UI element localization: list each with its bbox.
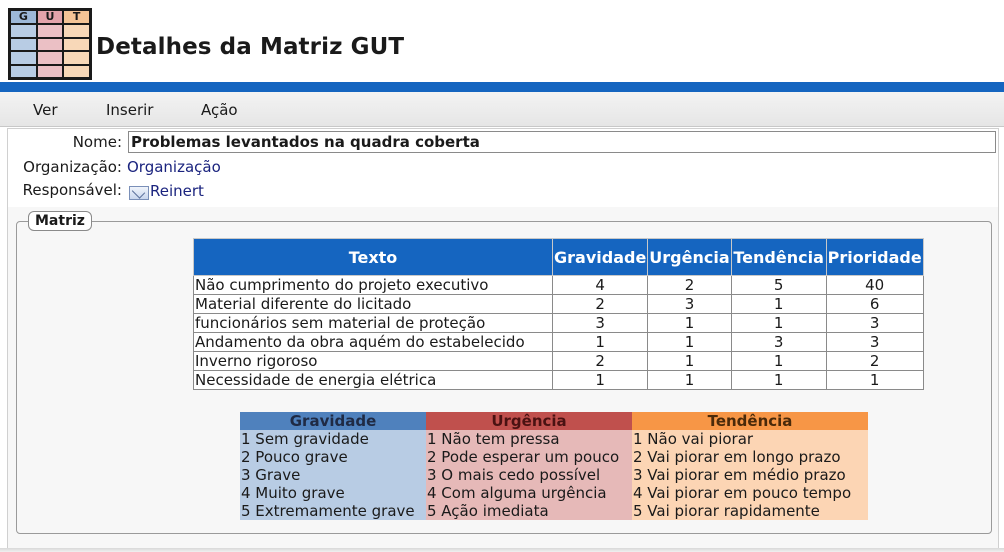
row-tendencia: 5 (731, 276, 826, 295)
row-text: Necessidade de energia elétrica (194, 371, 553, 390)
details-header (8, 129, 998, 207)
logo-cell (10, 65, 37, 79)
legend-gravidade-item: 4 Muito grave (240, 484, 426, 502)
legend-urgencia-item: 3 O mais cedo possível (426, 466, 632, 484)
legend-row (240, 466, 868, 484)
logo-cell (63, 51, 90, 65)
legend-tendencia-item: 5 Vai piorar rapidamente (632, 502, 868, 520)
logo-cell (37, 51, 64, 65)
logo-cell (37, 24, 64, 38)
legend-header-tendencia: Tendência (632, 412, 868, 430)
legend-gravidade-item: 5 Extremamente grave (240, 502, 426, 520)
legend-tendencia-item: 3 Vai piorar em médio prazo (632, 466, 868, 484)
legend-urgencia-item: 4 Com alguma urgência (426, 484, 632, 502)
legend-tendencia-item: 2 Vai piorar em longo prazo (632, 448, 868, 466)
row-tendencia: 1 (731, 314, 826, 333)
legend-row (240, 448, 868, 466)
nome-field: Problemas levantados na quadra coberta (128, 131, 996, 153)
organizacao-link[interactable]: Organização (127, 158, 221, 176)
legend-urgencia-item: 1 Não tem pressa (426, 430, 632, 448)
row-prioridade: 3 (826, 333, 923, 352)
legend-tendencia-item: 4 Vai piorar em pouco tempo (632, 484, 868, 502)
logo-cell (10, 24, 37, 38)
column-header-texto: Texto (194, 239, 553, 276)
row-gravidade: 1 (553, 333, 648, 352)
logo-letter-g: G (10, 10, 37, 24)
legend-urgencia-item: 2 Pode esperar um pouco (426, 448, 632, 466)
bottom-shadow (0, 548, 1004, 552)
logo-letter-t: T (63, 10, 90, 24)
legend-header-gravidade: Gravidade (240, 412, 426, 430)
table-header-row (194, 239, 924, 276)
legend-header-urgencia: Urgência (426, 412, 632, 430)
table-row (194, 352, 924, 371)
row-urgencia: 3 (648, 295, 731, 314)
row-urgencia: 1 (648, 371, 731, 390)
row-gravidade: 2 (553, 295, 648, 314)
row-prioridade: 40 (826, 276, 923, 295)
column-header-urgencia: Urgência (648, 239, 731, 276)
table-row (194, 276, 924, 295)
organizacao-label: Organização: (23, 158, 122, 176)
legend-gravidade-item: 1 Sem gravidade (240, 430, 426, 448)
logo-cell (10, 38, 37, 52)
page-title: Detalhes da Matriz GUT (96, 34, 405, 60)
legend-urgencia-item: 5 Ação imediata (426, 502, 632, 520)
header-divider-bar (0, 82, 1004, 92)
logo-cell (10, 51, 37, 65)
row-prioridade: 6 (826, 295, 923, 314)
table-row (194, 295, 924, 314)
column-header-gravidade: Gravidade (553, 239, 648, 276)
row-urgencia: 1 (648, 352, 731, 371)
row-tendencia: 1 (731, 295, 826, 314)
nome-label: Nome: (72, 133, 122, 151)
responsavel-link[interactable]: Reinert (150, 182, 204, 200)
row-tendencia: 1 (731, 352, 826, 371)
row-text: Inverno rigoroso (194, 352, 553, 371)
menu-bar (0, 92, 1004, 127)
logo-cell (37, 65, 64, 79)
menu-item-inserir[interactable]: Inserir (106, 101, 154, 119)
row-gravidade: 2 (553, 352, 648, 371)
row-tendencia: 3 (731, 333, 826, 352)
details-panel (7, 128, 999, 550)
row-gravidade: 4 (553, 276, 648, 295)
row-tendencia: 1 (731, 371, 826, 390)
column-header-prioridade: Prioridade (826, 239, 923, 276)
gut-legend-table (240, 412, 868, 520)
row-gravidade: 3 (553, 314, 648, 333)
table-row (194, 371, 924, 390)
row-text: Não cumprimento do projeto executivo (194, 276, 553, 295)
logo-cell (37, 38, 64, 52)
row-text: funcionários sem material de proteção (194, 314, 553, 333)
legend-row (240, 484, 868, 502)
legend-header-row (240, 412, 868, 430)
table-row (194, 333, 924, 352)
gut-matrix-table (193, 238, 924, 390)
legend-gravidade-item: 2 Pouco grave (240, 448, 426, 466)
logo-cell (63, 38, 90, 52)
row-urgencia: 1 (648, 333, 731, 352)
row-text: Andamento da obra aquém do estabelecido (194, 333, 553, 352)
logo-cell (63, 65, 90, 79)
legend-row (240, 430, 868, 448)
logo-cell (63, 24, 90, 38)
column-header-tendencia: Tendência (731, 239, 826, 276)
row-text: Material diferente do licitado (194, 295, 553, 314)
legend-gravidade-item: 3 Grave (240, 466, 426, 484)
legend-tendencia-item: 1 Não vai piorar (632, 430, 868, 448)
table-row (194, 314, 924, 333)
row-prioridade: 1 (826, 371, 923, 390)
responsavel-label: Responsável: (22, 181, 122, 199)
mail-icon[interactable] (129, 186, 149, 200)
row-prioridade: 2 (826, 352, 923, 371)
matriz-legend: Matriz (28, 211, 92, 231)
logo-letter-u: U (37, 10, 64, 24)
row-gravidade: 1 (553, 371, 648, 390)
legend-row (240, 502, 868, 520)
row-urgencia: 2 (648, 276, 731, 295)
menu-item-acao[interactable]: Ação (201, 101, 238, 119)
row-prioridade: 3 (826, 314, 923, 333)
row-urgencia: 1 (648, 314, 731, 333)
gut-logo (8, 8, 92, 80)
menu-item-ver[interactable]: Ver (33, 101, 58, 119)
